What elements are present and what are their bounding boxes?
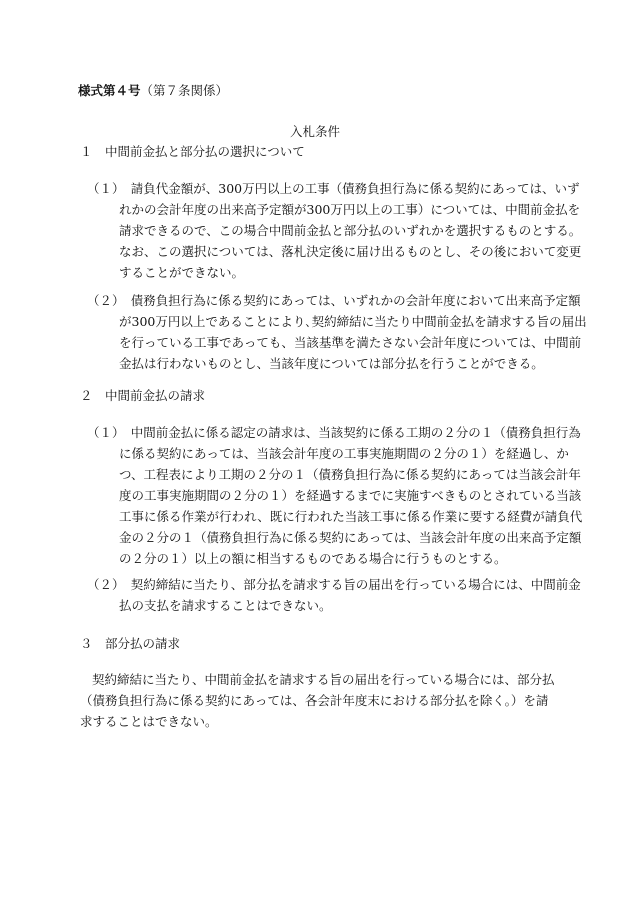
document-title: 入札条件 bbox=[289, 124, 340, 139]
section-2-heading: ２ 中間前金払の請求 bbox=[80, 388, 206, 403]
section-1-item-1: （１） 請負代金額が、300万円以上の工事（債務負担行為に係る契約にあっては、いずれかの会計年度の出来高予定額が300万円以上の工事）については、中間前金払を請求できるので、この場合中間前金払と部分払のいずれかを選択するものとする。 なお、この選択については、落札決定後に届け出るものとし、その後において変更することができない。 bbox=[87, 181, 588, 280]
section-2-item-2: （２） 契約締結に当たり、部分払を請求する旨の届出を行っている場合には、中間前金払の支払を請求することはできない。 bbox=[87, 577, 581, 613]
section-1-item-2: （２） 債務負担行為に係る契約にあっては、いずれかの会計年度において出来高予定額が300万円以上であることにより､契約締結に当たり中間前金払を請求する旨の届出を行っている工事であっても、当該基準を満たさない会計年度については、中間前金払は行わないものとし、当該年度については部分払を行うことができる。 bbox=[87, 293, 587, 371]
form-number-reference: （第７条関係） bbox=[140, 83, 229, 98]
section-3-heading: ３ 部分払の請求 bbox=[80, 636, 181, 651]
form-number bbox=[78, 80, 228, 101]
section-1-heading: １ 中間前金払と部分払の選択について bbox=[80, 144, 305, 159]
section-2-item-1: （１） 中間前金払に係る認定の請求は、当該契約に係る工期の２分の１（債務負担行為に係る契約にあっては、当該会計年度の工事実施期間の２分の１）を経過し、かつ、工程表により工期の２分の１（債務負担行為に係る契約にあっては当該会計年度の工事実施期間の２分の１）を経過するまでに実施すべきものとされている当該工事に係る作業が行われ、既に行われた当該工事に係る作業に要する経費が請負代金の２分の１（債務負担行為に係る契約にあっては、当該会計年度の出来高予定額の２分の１）以上の額に相当するものである場合に行うものとする。 bbox=[87, 425, 583, 566]
form-number-label: 様式第４号 bbox=[78, 83, 141, 98]
section-3-body: 契約締結に当たり、中間前金払を請求する旨の届出を行っている場合には、部分払（債務負担行為に係る契約にあっては、各会計年度末における部分払を除く。）を請求することはできない。 bbox=[80, 672, 555, 729]
